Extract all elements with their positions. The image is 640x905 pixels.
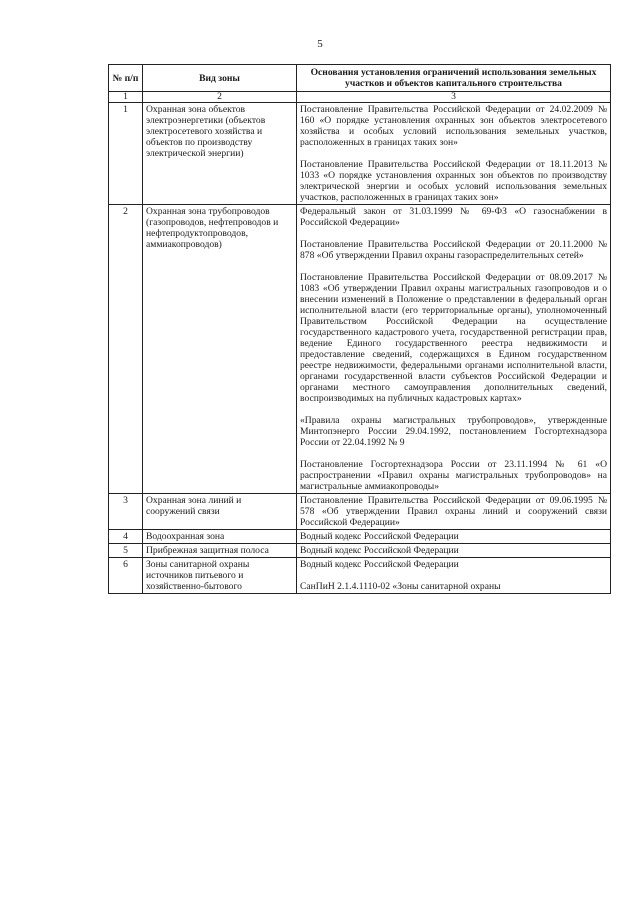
table-row xyxy=(109,544,611,558)
legal-act: Постановление Госгортехнадзора России от 23.11.1994 № 61 «О распространении «Правил охраны магистральных трубопроводов» на магистральные аммиакопроводы» xyxy=(300,459,607,492)
column-number: 1 xyxy=(109,92,143,103)
table-row xyxy=(109,205,611,494)
legal-basis xyxy=(297,205,611,494)
header-num: № п/п xyxy=(109,65,143,92)
row-number: 5 xyxy=(109,544,143,558)
table-row xyxy=(109,103,611,205)
row-number: 4 xyxy=(109,530,143,544)
legal-basis xyxy=(297,544,611,558)
legal-act: Водный кодекс Российской Федерации xyxy=(300,531,459,542)
row-number: 2 xyxy=(109,205,143,494)
row-number: 1 xyxy=(109,103,143,205)
legal-basis xyxy=(297,494,611,530)
page-number: 5 xyxy=(317,38,323,50)
zone-type: Охранная зона трубопроводов (газопроводов, нефтепроводов и нефтепродуктопроводов, аммиакопроводов) xyxy=(143,205,297,494)
legal-act: СанПиН 2.1.4.1110-02 «Зоны санитарной охраны xyxy=(300,581,501,592)
table-row xyxy=(109,558,611,594)
table-row xyxy=(109,530,611,544)
zone-type: Охранная зона линий и сооружений связи xyxy=(143,494,297,530)
legal-basis xyxy=(297,558,611,594)
legal-act: «Правила охраны магистральных трубопроводов», утвержденные Минтопэнерго России 29.04.1992, постановлением Госгортехнадзора России от 22.04.1992 № 9 xyxy=(300,415,607,448)
legal-act: Постановление Правительства Российской Федерации от 24.02.2009 № 160 «О порядке установления охранных зон объектов электросетевого хозяйства и особых условий использования земельных участков, расположенных в границах таких зон» xyxy=(300,104,607,148)
legal-act: Постановление Правительства Российской Федерации от 20.11.2000 № 878 «Об утверждении Правил охраны газораспределительных сетей» xyxy=(300,239,607,261)
table-row xyxy=(109,494,611,530)
legal-act: Постановление Правительства Российской Федерации от 09.06.1995 № 578 «Об утверждении Правил охраны линий и сооружений связи Российской Федерации» xyxy=(300,495,607,528)
row-number: 3 xyxy=(109,494,143,530)
header-zone: Вид зоны xyxy=(143,65,297,92)
column-number: 2 xyxy=(143,92,297,103)
zone-type: Водоохранная зона xyxy=(143,530,297,544)
legal-act: Постановление Правительства Российской Федерации от 08.09.2017 № 1083 «Об утверждении Правил охраны магистральных газопроводов и о внесении изменений в Положение о представлении в федеральный орган исполнительной власти (его территориальные органы), уполномоченный Правительством Российской Федерации на осуществление государственного кадастрового учета, государственной регистрации прав, ведение Единого государственного реестра недвижимости и предоставление сведений, содержащихся в Едином государственном реестре недвижимости, федеральными органами исполнительной власти, органами государственной власти субъектов Российской Федерации и органами местного самоуправления дополнительных сведений, воспроизводимых на публичных кадастровых картах» xyxy=(300,272,607,404)
row-number: 6 xyxy=(109,558,143,594)
zone-type: Охранная зона объектов электроэнергетики (объектов электросетевого хозяйства и объектов по производству электрической энергии) xyxy=(143,103,297,205)
legal-act: Водный кодекс Российской Федерации xyxy=(300,545,459,556)
header-basis: Основания установления ограничений использования земельных участков и объектов капитального строительства xyxy=(297,65,611,92)
table-header-row xyxy=(109,65,611,92)
legal-basis xyxy=(297,530,611,544)
zone-type: Прибрежная защитная полоса xyxy=(143,544,297,558)
column-number-row xyxy=(109,92,611,103)
zones-table xyxy=(108,64,611,594)
legal-act: Федеральный закон от 31.03.1999 № 69-ФЗ «О газоснабжении в Российской Федерации» xyxy=(300,206,607,228)
legal-act: Постановление Правительства Российской Федерации от 18.11.2013 № 1033 «О порядке установления охранных зон объектов по производству электрической энергии и особых условий использования земельных участков, расположенных в границах таких зон» xyxy=(300,159,607,203)
column-number: 3 xyxy=(297,92,611,103)
legal-basis xyxy=(297,103,611,205)
legal-act: Водный кодекс Российской Федерации xyxy=(300,559,459,570)
zone-type: Зоны санитарной охраны источников питьевого и хозяйственно-бытового xyxy=(143,558,297,594)
